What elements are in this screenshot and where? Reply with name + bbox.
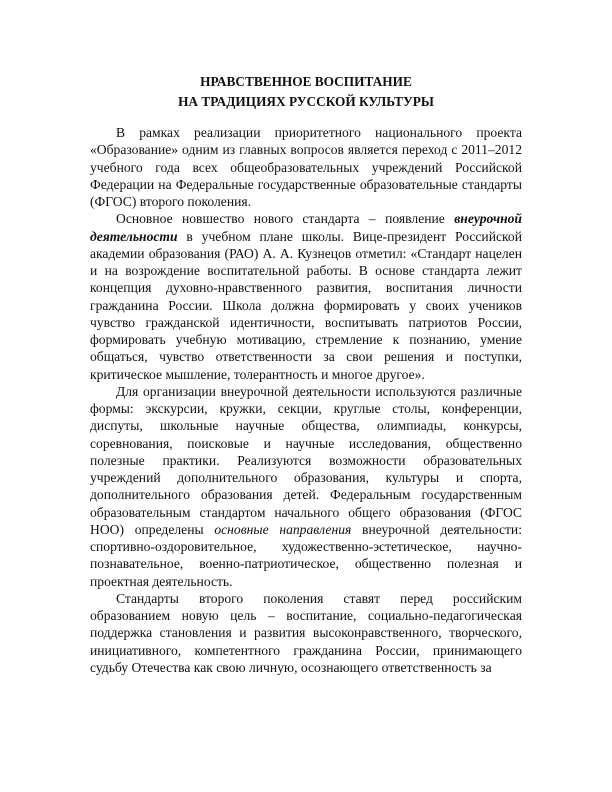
paragraph-3-text-a: Для организации внеурочной деятельности используются различные формы: экскурсии, кружки, секции, круглые столы, конференции, диспуты, школьные научные общества, олимпиады, конкурсы, соревнования, поисковые и научные исследования, общественно полезные практики. Реализуются возможности образовательных учреждений дополнительного образования, культуры и спорта, дополнительного образования детей. Федеральным государственным образовательным стандартом начального общего образования (ФГОС НОО) определены bbox=[90, 383, 522, 537]
paragraph-3-emphasis: основные направления bbox=[214, 521, 352, 537]
paragraph-2 bbox=[90, 210, 522, 383]
paragraph-4: Стандарты второго поколения ставят перед российским образованием новую цель – воспитание, социально-педагогическая поддержка становления и развития высоконравственного, творческого, инициативного, компетентного гражданина России, принимающего судьбу Отечества как свою личную, осознающего ответственность за bbox=[90, 590, 522, 675]
paragraph-1: В рамках реализации приоритетного национального проекта «Образование» одним из главных вопросов является переход с 2011–2012 учебного года всех общеобразовательных учреждений Российской Федерации на Федеральные государственные образовательные стандарты (ФГОС) второго поколения. bbox=[90, 125, 522, 209]
title-line-1: НРАВСТВЕННОЕ ВОСПИТАНИЕ bbox=[200, 74, 412, 89]
document-title bbox=[90, 72, 522, 112]
paragraph-2-text-b: в учебном плане школы. Вице-президент Российской академии образования (РАО) А. А. Кузнецов отметил: «Стандарт нацелен и на возрождение воспитательной работы. В основе стандарта лежит концепция духовно-нравственного развития, воспитания личности гражданина России. Школа должна формировать у своих учеников чувство гражданской идентичности, воспитывать патриотов России, формировать учебную мотивацию, стремление к познанию, умение общаться, чувство ответственности за свои решения и поступки, критическое мышление, толерантность и многое другое». bbox=[90, 228, 522, 382]
paragraph-3-text-b: внеурочной деятельности: спортивно-оздоровительное, художественно-эстетическое, научно-познавательное, военно-патриотическое, общественно полезная и проектная деятельность. bbox=[90, 521, 522, 589]
paragraph-2-emphasis: внеурочной деятельности bbox=[90, 211, 522, 244]
paragraph-2-text-a: Основное новшество нового стандарта – появление bbox=[116, 211, 455, 227]
document-body bbox=[90, 72, 522, 676]
title-line-2: НА ТРАДИЦИЯХ РУССКОЙ КУЛЬТУРЫ bbox=[178, 94, 434, 109]
paragraph-3 bbox=[90, 383, 522, 590]
